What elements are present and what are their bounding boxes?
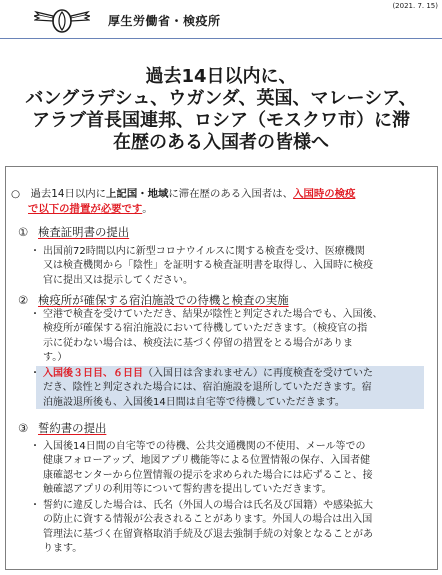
title-line: 過去14日以内に、 <box>145 66 297 87</box>
intro-text: に滞在歴のある入国者は、 <box>168 188 294 200</box>
bullet-dot: ・ <box>30 500 40 511</box>
section-number: ③ <box>18 421 29 435</box>
section-number: ① <box>18 225 29 239</box>
bullet-text: 入国後14日間の自宅等での待機、公共交通機関の不使用、メール等での <box>43 441 366 452</box>
section-title: 検疫所が確保する宿泊施設での待機と検査の実施 <box>38 293 289 307</box>
bullet-text: 管理法に基づく在留資格取消手続及び退去強制手続の対象となることがあ <box>43 528 373 540</box>
section-heading <box>18 292 289 308</box>
section-title: 検査証明書の提出 <box>38 225 130 239</box>
bullet-text: 空港で検査を受けていただき、結果が陰性と判定された場合でも、入国後、 <box>43 309 383 320</box>
bullet-text: （入国日は含まれません）に再度検査を受けていた <box>143 368 373 379</box>
intro-text: 。 <box>142 202 153 215</box>
bullet-dot: ・ <box>30 368 40 379</box>
intro-bullet: ○ <box>11 188 21 200</box>
page-title <box>0 66 442 154</box>
bullet-text: 健康フォローアップ、地図アプリ機能等による位置情報の保存、入国者健 <box>43 455 371 467</box>
section-title: 誓約書の提出 <box>38 421 107 435</box>
bullet-text: 検疫所が確保する宿泊施設において待機していただきます。（検疫官の指 <box>43 323 368 335</box>
title-line: 在歴のある入国者の皆様へ <box>113 132 329 153</box>
mhlw-emblem-icon <box>34 4 90 38</box>
bullet-text: 又は検査機関から「陰性」を証明する検査証明書を取得し、入国時に検疫 <box>43 260 373 272</box>
intro-warning-text: 入国時の検疫 <box>293 188 356 200</box>
title-line: バングラデシュ、ウガンダ、英国、マレーシア、 <box>25 88 417 109</box>
header-divider <box>0 38 442 39</box>
bullet-text: 官に提出又は提示してください。 <box>43 274 193 286</box>
ministry-name: 厚生労働省・検疫所 <box>108 14 221 28</box>
bullet-text: す。） <box>43 351 68 363</box>
section-heading <box>18 420 106 436</box>
bullet-text: 康確認センターから位置情報の提示を求められた場合には応ずること、接 <box>43 469 373 481</box>
issue-date: (2021. 7. 15) <box>392 2 438 10</box>
section-heading <box>18 224 129 240</box>
bullet-text: 出国前72時間以内に新型コロナウイルスに関する検査を受け、医療機関 <box>43 246 365 257</box>
bullet-dot: ・ <box>30 441 40 452</box>
bullet-text: 泊施設退所後も、入国後14日間は自宅等で待機していただきます。 <box>43 396 345 408</box>
bullet-text: 示に従わない場合は、検疫法に基づく停留の措置をとる場合がありま <box>43 337 353 349</box>
intro-warning-text: で以下の措置が必要です <box>28 202 143 215</box>
bullet-emphasis: 入国後３日目、６日目 <box>43 368 143 379</box>
bullet-text: 触確認アプリの利用等について誓約書を提出していただきます。 <box>43 483 332 495</box>
bullet-dot: ・ <box>30 309 40 320</box>
intro-region-text: 上記国・地域 <box>106 188 169 200</box>
bullet-dot: ・ <box>30 246 40 257</box>
bullet-text: 誓約に違反した場合は、氏名（外国人の場合は氏名及び国籍）や感染拡大 <box>43 500 373 511</box>
section-number: ② <box>18 293 29 307</box>
bullet-text: ります。 <box>43 542 83 554</box>
title-line: アラブ首長国連邦、ロシア（モスクワ市）に滞 <box>32 110 410 131</box>
bullet-text: の防止に資する情報が公表されることがあります。外国人の場合は出入国 <box>43 514 373 526</box>
intro-text: 過去14日以内に <box>30 188 107 200</box>
intro-paragraph <box>11 187 355 216</box>
bullet-text: だき、陰性と判定された場合には、宿泊施設を退所していただきます。宿 <box>43 382 372 394</box>
